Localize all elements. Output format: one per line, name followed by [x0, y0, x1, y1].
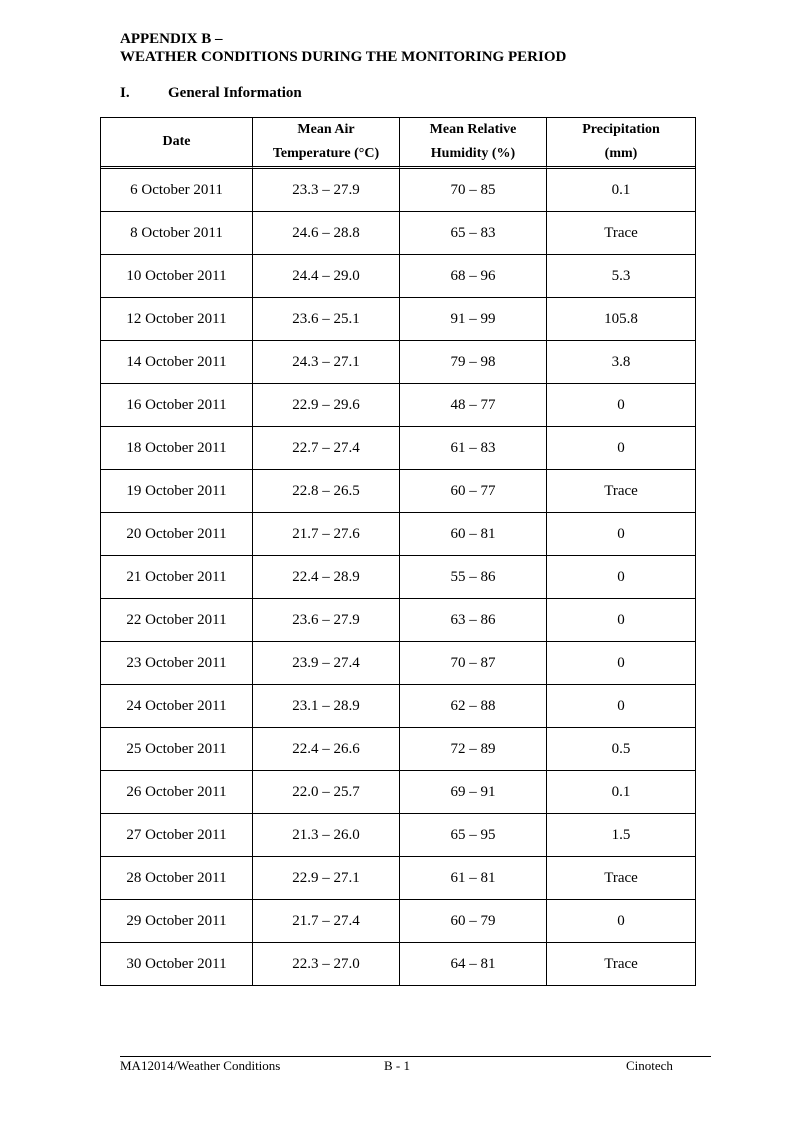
header-precipitation-line2: (mm) — [604, 146, 638, 161]
temperature-cell: 21.7 – 27.6 — [253, 513, 400, 556]
header-precipitation — [547, 118, 695, 169]
precipitation-cell: 0 — [547, 642, 695, 685]
header-humidity-line1: Mean Relative — [429, 122, 517, 137]
precipitation-cell: 105.8 — [547, 298, 695, 341]
precipitation-cell: 0 — [547, 384, 695, 427]
table-row — [101, 728, 695, 771]
precipitation-cell: 0 — [547, 427, 695, 470]
date-cell: 26 October 2011 — [101, 771, 253, 814]
temperature-cell: 21.3 – 26.0 — [253, 814, 400, 857]
temperature-cell: 23.1 – 28.9 — [253, 685, 400, 728]
section-title: General Information — [168, 85, 302, 101]
humidity-cell: 60 – 79 — [400, 900, 547, 943]
precipitation-cell: 0.1 — [547, 771, 695, 814]
header-temperature-line2: Temperature (°C) — [272, 146, 380, 161]
humidity-cell: 72 – 89 — [400, 728, 547, 771]
temperature-cell: 22.4 – 28.9 — [253, 556, 400, 599]
temperature-cell: 22.7 – 27.4 — [253, 427, 400, 470]
precipitation-cell: 0 — [547, 599, 695, 642]
table-row — [101, 599, 695, 642]
table-row — [101, 212, 695, 255]
header-temperature-line1: Mean Air — [297, 122, 355, 137]
table-row — [101, 642, 695, 685]
section-number: I. — [120, 85, 130, 101]
table-header-row — [101, 118, 695, 169]
date-cell: 8 October 2011 — [101, 212, 253, 255]
precipitation-cell: Trace — [547, 212, 695, 255]
section-heading — [120, 84, 302, 102]
temperature-cell: 21.7 – 27.4 — [253, 900, 400, 943]
table-row — [101, 169, 695, 212]
precipitation-cell: Trace — [547, 857, 695, 900]
header-date-line1: Date — [162, 134, 191, 149]
precipitation-cell: 0 — [547, 513, 695, 556]
date-cell: 30 October 2011 — [101, 943, 253, 985]
table-row — [101, 943, 695, 985]
header-humidity — [400, 118, 547, 169]
temperature-cell: 24.6 – 28.8 — [253, 212, 400, 255]
table-row — [101, 685, 695, 728]
humidity-cell: 62 – 88 — [400, 685, 547, 728]
humidity-cell: 55 – 86 — [400, 556, 547, 599]
date-cell: 25 October 2011 — [101, 728, 253, 771]
table-row — [101, 298, 695, 341]
humidity-cell: 64 – 81 — [400, 943, 547, 985]
date-cell: 19 October 2011 — [101, 470, 253, 513]
header-precipitation-line1: Precipitation — [582, 122, 660, 137]
weather-table — [100, 117, 696, 986]
header-humidity-line2: Humidity (%) — [430, 146, 516, 161]
precipitation-cell: 0 — [547, 556, 695, 599]
date-cell: 10 October 2011 — [101, 255, 253, 298]
humidity-cell: 91 – 99 — [400, 298, 547, 341]
table-row — [101, 255, 695, 298]
header-date — [101, 118, 253, 169]
temperature-cell: 23.3 – 27.9 — [253, 169, 400, 212]
humidity-cell: 61 – 83 — [400, 427, 547, 470]
temperature-cell: 22.9 – 27.1 — [253, 857, 400, 900]
temperature-cell: 24.4 – 29.0 — [253, 255, 400, 298]
date-cell: 23 October 2011 — [101, 642, 253, 685]
table-body — [101, 169, 695, 985]
date-cell: 14 October 2011 — [101, 341, 253, 384]
appendix-title-line1: APPENDIX B – — [120, 31, 223, 47]
table-row — [101, 384, 695, 427]
table-row — [101, 814, 695, 857]
date-cell: 29 October 2011 — [101, 900, 253, 943]
footer-document-ref: MA12014/Weather Conditions — [120, 1058, 281, 1073]
precipitation-cell: 5.3 — [547, 255, 695, 298]
table-row — [101, 513, 695, 556]
header-temperature — [253, 118, 400, 169]
precipitation-cell: Trace — [604, 955, 638, 972]
humidity-cell: 48 – 77 — [400, 384, 547, 427]
humidity-cell: 65 – 83 — [400, 212, 547, 255]
temperature-cell: 22.0 – 25.7 — [253, 771, 400, 814]
precipitation-cell: Trace — [547, 470, 695, 513]
humidity-cell: 65 – 95 — [400, 814, 547, 857]
precipitation-cell: 0.1 — [547, 169, 695, 212]
date-cell: 22 October 2011 — [101, 599, 253, 642]
precipitation-cell: 3.8 — [547, 341, 695, 384]
humidity-cell: 68 – 96 — [400, 255, 547, 298]
precipitation-cell: 0 — [547, 685, 695, 728]
precipitation-cell: 1.5 — [547, 814, 695, 857]
temperature-cell: 22.8 – 26.5 — [253, 470, 400, 513]
humidity-cell: 61 – 81 — [400, 857, 547, 900]
date-cell: 20 October 2011 — [101, 513, 253, 556]
date-cell: 12 October 2011 — [101, 298, 253, 341]
footer-page-number: B - 1 — [384, 1058, 410, 1073]
table-row — [101, 470, 695, 513]
temperature-cell: 22.4 – 26.6 — [253, 728, 400, 771]
humidity-cell: 70 – 85 — [400, 169, 547, 212]
appendix-title — [120, 30, 566, 66]
date-cell: 16 October 2011 — [101, 384, 253, 427]
footer-company: Cinotech — [626, 1058, 673, 1073]
humidity-cell: 70 – 87 — [400, 642, 547, 685]
table-row — [101, 556, 695, 599]
table-row — [101, 900, 695, 943]
appendix-title-line2: WEATHER CONDITIONS DURING THE MONITORING PERIOD — [120, 49, 567, 65]
table-row — [101, 857, 695, 900]
temperature-cell: 22.3 – 27.0 — [253, 943, 400, 985]
date-cell: 18 October 2011 — [101, 427, 253, 470]
date-cell: 6 October 2011 — [101, 169, 253, 212]
table-row — [101, 771, 695, 814]
date-cell: 21 October 2011 — [101, 556, 253, 599]
table-row — [101, 341, 695, 384]
date-cell: 27 October 2011 — [101, 814, 253, 857]
precipitation-cell: 0 — [547, 900, 695, 943]
temperature-cell: 23.6 – 27.9 — [253, 599, 400, 642]
humidity-cell: 69 – 91 — [400, 771, 547, 814]
humidity-cell: 60 – 77 — [400, 470, 547, 513]
temperature-cell: 24.3 – 27.1 — [253, 341, 400, 384]
temperature-cell: 23.9 – 27.4 — [253, 642, 400, 685]
temperature-cell: 22.9 – 29.6 — [253, 384, 400, 427]
humidity-cell: 60 – 81 — [400, 513, 547, 556]
precipitation-cell: 0.5 — [547, 728, 695, 771]
footer-divider — [120, 1056, 711, 1057]
date-cell: 28 October 2011 — [101, 857, 253, 900]
humidity-cell: 79 – 98 — [400, 341, 547, 384]
date-cell: 24 October 2011 — [101, 685, 253, 728]
humidity-cell: 63 – 86 — [400, 599, 547, 642]
temperature-cell: 23.6 – 25.1 — [253, 298, 400, 341]
table-row — [101, 427, 695, 470]
